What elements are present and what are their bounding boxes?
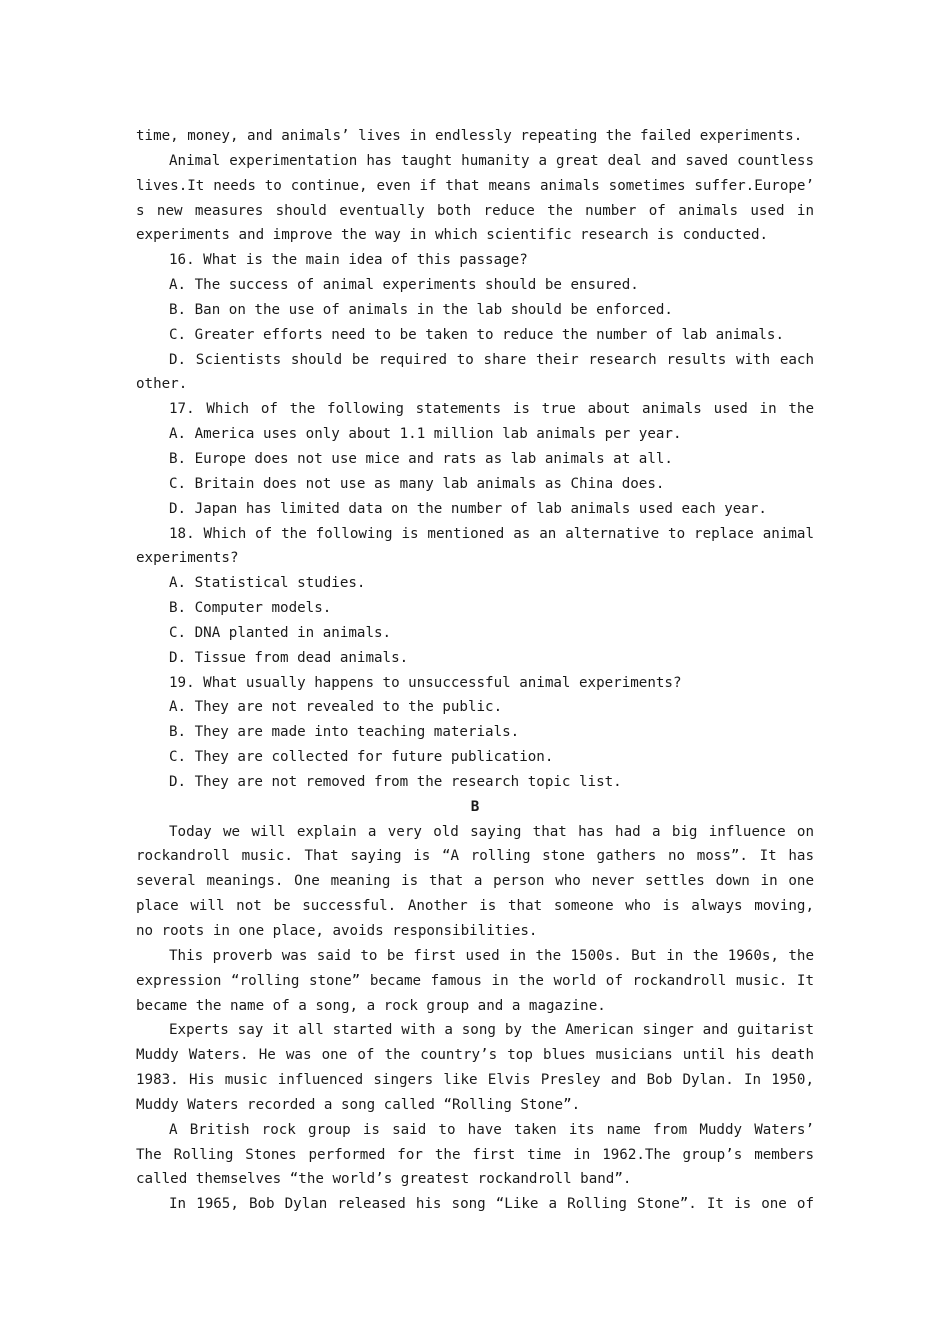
paragraph-line: Animal experimentation has taught humanity a great deal and saved countless — [169, 152, 814, 169]
question-19-stem: 19. What usually happens to unsuccessful animal experiments? — [169, 674, 682, 691]
question-18-stem-cont: experiments? — [136, 550, 239, 567]
question-18-stem: 18. Which of the following is mentioned as an alternative to replace animal — [169, 525, 814, 542]
paragraph-line: called themselves “the world’s greatest rockandroll band”. — [136, 1171, 632, 1188]
question-16-option-b: B. Ban on the use of animals in the lab should be enforced. — [169, 301, 673, 318]
question-17-option-d: D. Japan has limited data on the number of lab animals used each year. — [169, 500, 767, 517]
paragraph-line: Muddy Waters recorded a song called “Rolling Stone”. — [136, 1096, 581, 1113]
paragraph-line: lives.It needs to continue, even if that means animals sometimes suffer.Europe’ — [136, 177, 814, 194]
paragraph-line: Muddy Waters. He was one of the country’s top blues musicians until his death — [136, 1047, 814, 1064]
question-16-stem: 16. What is the main idea of this passage? — [169, 252, 528, 269]
paragraph-line: In 1965, Bob Dylan released his song “Like a Rolling Stone”. It is one of — [169, 1196, 814, 1213]
paragraph-line: 1983. His music influenced singers like Elvis Presley and Bob Dylan. In 1950, — [136, 1072, 814, 1089]
question-19-option-a: A. They are not revealed to the public. — [169, 699, 503, 716]
paragraph-line: place will not be successful. Another is that someone who is always moving, — [136, 898, 814, 915]
question-17-option-b: B. Europe does not use mice and rats as lab animals at all. — [169, 450, 673, 467]
question-16-option-d-cont: other. — [136, 376, 188, 393]
question-17-stem: 17. Which of the following statements is true about animals used in the — [169, 401, 814, 418]
document-page — [136, 124, 814, 1217]
paragraph-line: The Rolling Stones performed for the first time in 1962.The group’s members — [136, 1146, 814, 1163]
question-16-option-a: A. The success of animal experiments should be ensured. — [169, 277, 639, 294]
paragraph-line: no roots in one place, avoids responsibilities. — [136, 923, 538, 939]
question-16-option-c: C. Greater efforts need to be taken to reduce the number of lab animals. — [169, 326, 784, 343]
question-17-option-a: A. America uses only about 1.1 million lab animals per year. — [169, 426, 682, 443]
paragraph-line: several meanings. One meaning is that a person who never settles down in one — [136, 873, 814, 890]
paragraph-line: s new measures should eventually both reduce the number of animals used in — [136, 202, 814, 219]
paragraph-line: time, money, and animals’ lives in endlessly repeating the failed experiments. — [136, 128, 803, 144]
paragraph-line: experiments and improve the way in which scientific research is conducted. — [136, 227, 769, 244]
question-18-option-b: B. Computer models. — [169, 600, 332, 617]
paragraph-line: rockandroll music. That saying is “A rolling stone gathers no moss”. It has — [136, 848, 814, 865]
question-17-option-c: C. Britain does not use as many lab animals as China does. — [169, 475, 665, 492]
paragraph-line: A British rock group is said to have taken its name from Muddy Waters’ — [169, 1121, 814, 1138]
question-19-option-d: D. They are not removed from the research topic list. — [169, 773, 622, 790]
question-19-option-b: B. They are made into teaching materials. — [169, 724, 520, 741]
section-b-heading: B — [470, 798, 480, 815]
paragraph-line: became the name of a song, a rock group and a magazine. — [136, 997, 606, 1014]
question-18-option-a: A. Statistical studies. — [169, 575, 366, 592]
paragraph-line: Experts say it all started with a song by the American singer and guitarist — [169, 1022, 814, 1039]
paragraph-line: Today we will explain a very old saying that has had a big influence on — [169, 823, 814, 840]
question-16-option-d: D. Scientists should be required to share their research results with each — [169, 351, 814, 368]
paragraph-line: expression “rolling stone” became famous in the world of rockandroll music. It — [136, 972, 814, 989]
paragraph-line: This proverb was said to be first used in the 1500s. But in the 1960s, the — [169, 947, 814, 964]
question-18-option-d: D. Tissue from dead animals. — [169, 649, 409, 666]
question-18-option-c: C. DNA planted in animals. — [169, 624, 392, 641]
question-19-option-c: C. They are collected for future publication. — [169, 749, 554, 766]
